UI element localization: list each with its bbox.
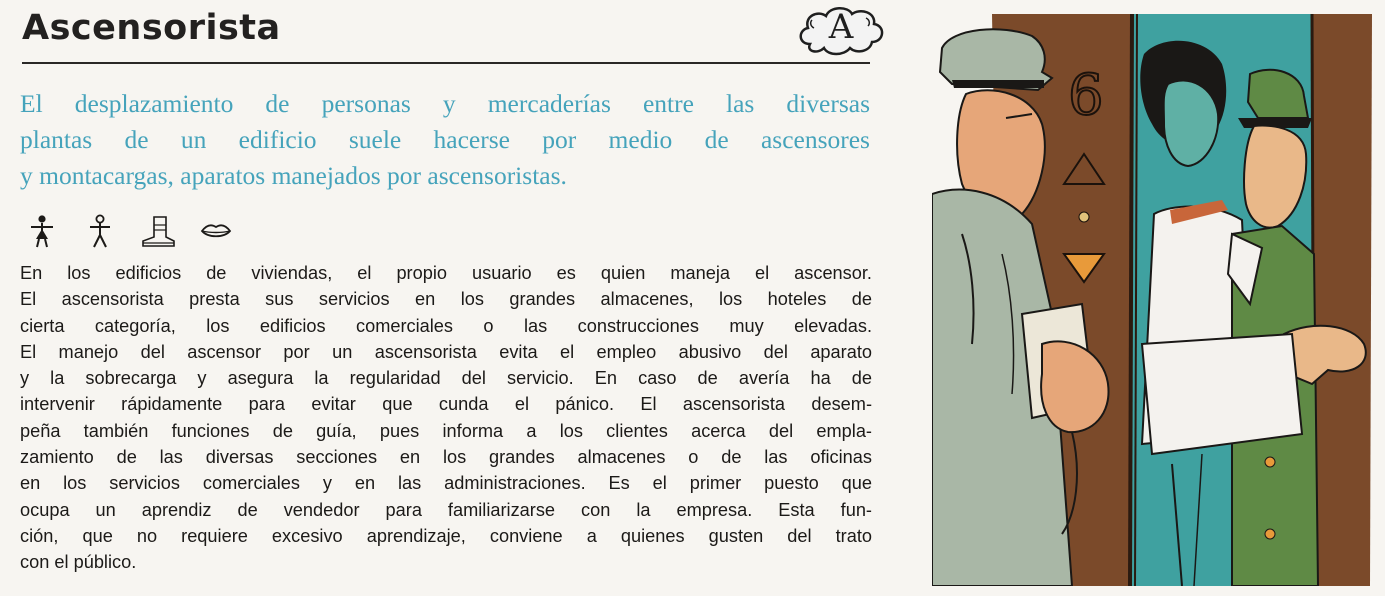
page-title: Ascensorista [22,8,281,48]
category-badge [796,4,886,60]
lead-line: El desplazamiento de personas y mercaderías entre las diversas [20,89,870,118]
body-paragraph [20,260,872,576]
title-divider [22,62,870,64]
body-line: intervenir rápidamente para evitar que cunda el pánico. El ascensorista desem- [20,394,872,415]
body-line: peña también funciones de guía, pues informa a los clientes acerca del empla- [20,420,872,441]
floor-number: 6 [1068,63,1104,128]
body-line: zamiento de las diversas secciones en los grandes almacenes o de las oficinas [20,447,872,468]
lips-icon [198,213,234,249]
body-line: con el público. [20,552,137,573]
body-line: El manejo del ascensor por un ascensorista evita el empleo abusivo del aparato [20,341,872,362]
elevator-illustration [932,14,1382,586]
profile-icons [24,213,234,249]
lead-line: y montacargas, aparatos manejados por ascensoristas. [20,161,567,190]
body-line: El ascensorista presta sus servicios en los grandes almacenes, los hoteles de [20,289,872,310]
body-line: ción, que no requiere excesivo aprendizaje, conviene a quienes gusten del trato [20,525,872,546]
body-line: cierta categoría, los edificios comerciales o las construcciones muy elevadas. [20,315,872,336]
lead-line: plantas de un edificio suele hacerse por medio de ascensores [20,125,870,154]
lead-paragraph [20,86,870,194]
body-line: en los servicios comerciales y en las administraciones. Es el primer puesto que [20,473,872,494]
body-line: En los edificios de viviendas, el propio usuario es quien maneja el ascensor. [20,263,872,283]
female-person-icon [24,213,60,249]
body-line: y la sobrecarga y asegura la regularidad del servicio. En caso de avería ha de [20,368,872,389]
body-line: ocupa un aprendiz de vendedor para familiarizarse con la empresa. Esta fun- [20,499,872,520]
male-person-icon [82,213,118,249]
boot-icon [140,213,176,249]
badge-letter: A [828,7,854,47]
